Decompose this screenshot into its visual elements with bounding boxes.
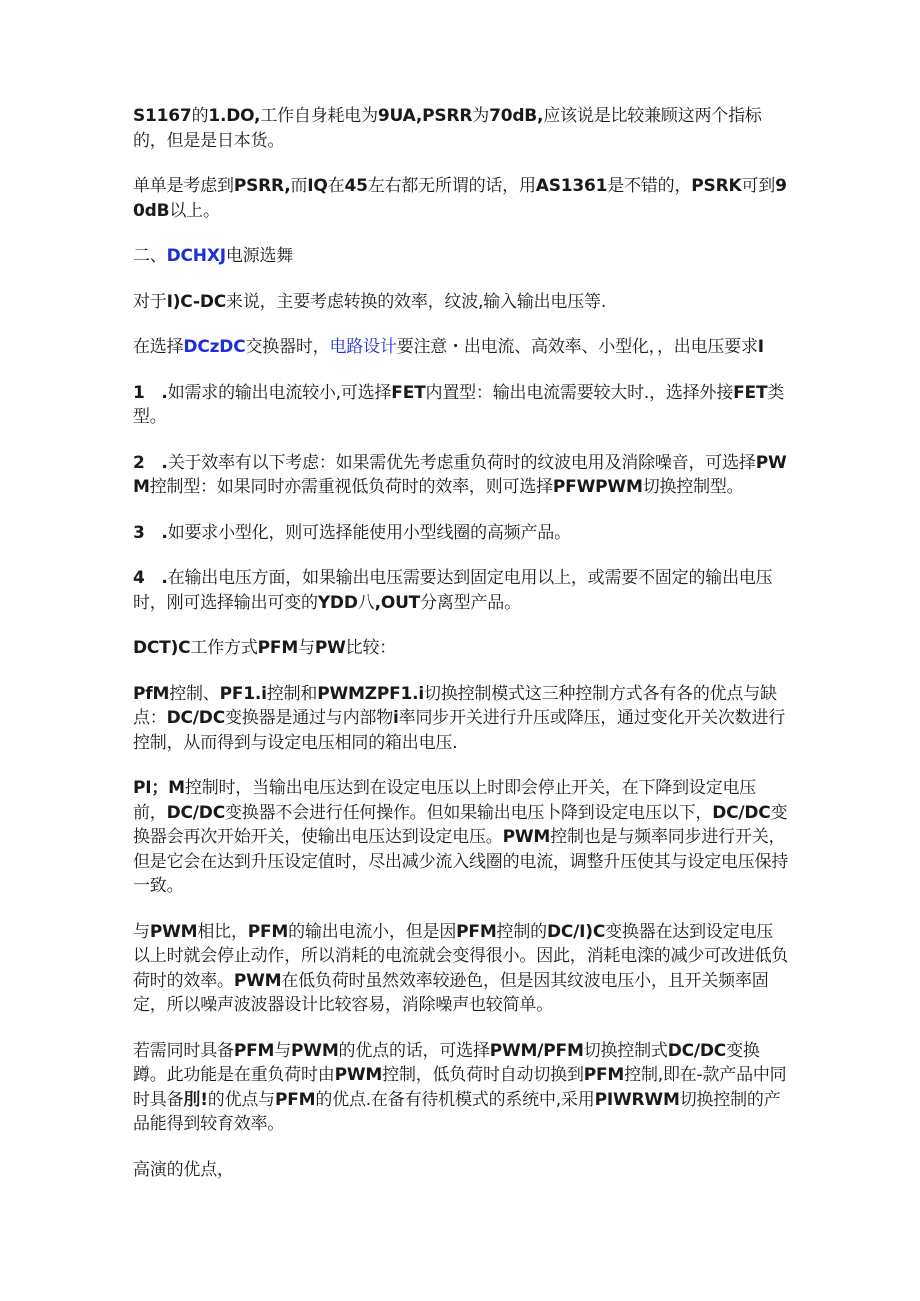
paragraph	[133, 920, 789, 1018]
text-run: 若需同时具备	[133, 1040, 234, 1061]
bold-term: DC/DC	[712, 802, 771, 823]
text-run: 控制型：如果同时亦需重视低负荷时的效率，则可选择	[149, 477, 553, 497]
bold-term: PIWRWM	[594, 1089, 680, 1110]
text-run: 可到	[741, 176, 776, 196]
paragraph	[133, 174, 789, 223]
text-run: 与	[298, 638, 315, 658]
text-run: 控制、	[169, 683, 220, 704]
bold-term: PSRK	[691, 176, 742, 196]
bold-term: PWM	[133, 452, 787, 497]
text-run: 是不错的，	[607, 176, 692, 196]
bold-term: PWM	[291, 1040, 339, 1061]
bold-term: DC/DC	[667, 1040, 727, 1061]
text-run: 左右都无所谓的话，用	[367, 176, 536, 196]
bold-term: 90dB	[133, 176, 787, 221]
bold-term: DCT)C	[133, 638, 191, 658]
bold-term: DC/DC	[166, 708, 225, 728]
paragraph	[133, 636, 789, 661]
text-run: 的输出电流小，但是因	[288, 921, 457, 942]
paragraph	[133, 451, 789, 500]
bold-term: PFM	[233, 1040, 275, 1061]
text-run: 为	[472, 106, 490, 126]
text-run: 变换蹲。此功能是在重负荷时由	[133, 1040, 760, 1085]
text-run: 类型。	[133, 382, 785, 427]
paragraph	[133, 290, 789, 315]
hyperlink[interactable]: 电路设计	[329, 337, 397, 357]
text-run: 工作方式	[190, 638, 258, 658]
text-run: 对于	[133, 291, 167, 312]
bold-term: PWM	[502, 827, 551, 847]
bold-term: AS1361	[535, 176, 608, 196]
bold-term: FET	[733, 382, 768, 403]
bold-term: PWM	[233, 970, 282, 991]
text-run: 变换器在达到设定电压以上时就会停止动作，所以消耗的电流就会变得很小。因此，消耗电滦的减少可改进低负荷时的效率。	[133, 921, 789, 991]
paragraph	[133, 776, 789, 899]
text-run: 控制也是与频率同步进行开关，但是它会在达到升压设定值时，尽出减少流入线圈的电流，调整升压使其与设定电压保持一致。	[133, 827, 789, 896]
text-run: 电源选舞	[225, 246, 294, 266]
paragraph	[133, 104, 789, 153]
paragraph	[133, 244, 789, 269]
bold-term: PSRR,	[233, 176, 291, 196]
text-run: 在	[327, 176, 345, 196]
bold-term: PWM	[334, 1065, 383, 1085]
text-run: 如要求小型化，则可选择能使用小型线圈的高频产品。	[167, 522, 571, 543]
paragraph	[133, 566, 789, 615]
text-run: 以上。	[169, 200, 220, 221]
bold-term: S1167	[133, 106, 192, 126]
bold-term: FET	[391, 382, 426, 403]
text-run: 如需求的输出电流较小,可选择	[167, 382, 392, 403]
paragraph	[133, 1039, 789, 1137]
text-run: 在输出电压方面，如果输出电压需要达到固定电用以上，或需要不固定的输出电压时，刚可选择输出可变的	[133, 568, 773, 613]
text-run: 切换控制式	[583, 1040, 668, 1061]
paragraph	[133, 521, 789, 546]
text-run: 控制，低负荷时自动切换到	[382, 1065, 584, 1085]
text-run: 控制,即在-款产品中同时具备	[133, 1065, 787, 1110]
bold-term: PFM	[247, 921, 289, 942]
text-run: 切换控制模式这三种控制方式各有各的优点与缺点：	[133, 683, 777, 728]
text-run: 控制的	[496, 921, 547, 942]
bold-term: 9UA,PSRR	[377, 106, 473, 126]
hyperlink[interactable]: DCzDC	[183, 337, 246, 357]
bold-term: DC/I)C	[546, 921, 606, 942]
text-run: 高演的优点，	[133, 1159, 234, 1180]
bold-term: PFM	[583, 1065, 625, 1085]
paragraph	[133, 682, 789, 756]
bold-term: PW	[314, 638, 346, 658]
text-run: 与	[274, 1040, 292, 1061]
text-run: 交换器时，	[245, 337, 330, 357]
bold-term: I	[757, 337, 764, 357]
paragraph	[133, 335, 789, 360]
text-run: 在选择	[133, 337, 184, 357]
text-run: 与	[133, 921, 150, 942]
text-run: 关于效率有以下考虑：如果需优先考虑重负荷时的纹波电用及消除噪音，可选择	[167, 452, 756, 473]
bold-term: YDD	[317, 592, 358, 613]
bold-term: PFWPWM	[552, 477, 643, 497]
paragraph	[133, 381, 789, 430]
bold-term: PWMZPF1.i	[317, 683, 425, 704]
bold-term: PFM	[456, 921, 497, 942]
text-run: 来说，主要考虑转换的效率，纹波,输入输出电压等.	[226, 291, 607, 312]
text-run: 分离型产品。	[420, 592, 521, 613]
bold-term: PWM	[149, 921, 198, 942]
paragraph	[133, 1158, 789, 1183]
text-run: 八	[357, 592, 375, 613]
bold-term: IQ	[307, 176, 328, 196]
text-run: 应该说是比较兼顾这两个指标的，但是是日本货。	[133, 106, 762, 151]
text-run: 单单是考虑到	[133, 176, 234, 196]
text-run: 变换器会再次开始开关，使输出电压达到设定电压。	[133, 802, 788, 847]
hyperlink[interactable]: DCHXJ	[166, 246, 226, 266]
text-run: 的优点.在备有待机模式的系统中,采用	[315, 1089, 595, 1110]
bold-term: PFM	[274, 1089, 316, 1110]
text-run: 切换控制型。	[642, 477, 744, 497]
bold-term: DC/DC	[166, 802, 225, 823]
bold-term: PWM/PFM	[489, 1040, 584, 1061]
text-run: 而	[290, 176, 308, 196]
bold-term: PFM	[257, 638, 299, 658]
bold-term: 2 .	[133, 452, 168, 473]
text-run: 的优点的话，可选择	[338, 1040, 490, 1061]
text-run: 要注意・出电流、高效率、小型化，，出电压要求	[396, 337, 758, 357]
text-run: 变换器不会进行任何操作。但如果输出电压卜降到设定电压以下，	[225, 802, 713, 823]
bold-term: PI；M	[133, 778, 185, 798]
bold-term: 70dB,	[489, 106, 544, 126]
text-run: 控制和	[266, 683, 318, 704]
text-run: 控制时，当输出电压达到在设定电压以上时即会停止开关，在下降到设定电压前，	[133, 778, 757, 823]
bold-term: 1 .	[133, 382, 168, 403]
text-run: 的优点与	[207, 1089, 275, 1110]
text-run: 的	[191, 106, 209, 126]
text-run: 二、	[133, 246, 167, 266]
bold-term: i	[393, 708, 399, 728]
text-run: 内置型：输出电流需要较大时.，选择外接	[425, 382, 734, 403]
bold-term: PF1.i	[219, 683, 267, 704]
bold-term: 1.DO,	[208, 106, 261, 126]
bold-term: 刖!	[183, 1089, 208, 1110]
bold-term: PfM	[133, 683, 170, 704]
bold-term: 45	[344, 176, 368, 196]
bold-term: ,OUT	[374, 592, 421, 613]
text-run: 率同步开关进行升压或降压，通过变化开关次数进行控制，从而得到与设定电压相同的箱出电压.	[133, 708, 786, 753]
text-run: 比较：	[345, 638, 397, 658]
text-run: 工作自身耗电为	[260, 106, 378, 126]
text-run: 在低负荷时虽然效率较逊色，但是因其纹波电压小，且开关频率固定，所以噪声波波器设计比较容易，消除噪声也较简单。	[133, 970, 769, 1015]
text-run: 相比，	[197, 921, 248, 942]
bold-term: 3 .	[133, 522, 168, 543]
bold-term: I)C-DC	[166, 291, 227, 312]
text-run: 切换控制的产品能得到较育效率。	[133, 1089, 781, 1134]
bold-term: 4 .	[133, 568, 168, 588]
document-body	[133, 104, 789, 1203]
text-run: 变换器是通过与内部物	[225, 708, 393, 728]
